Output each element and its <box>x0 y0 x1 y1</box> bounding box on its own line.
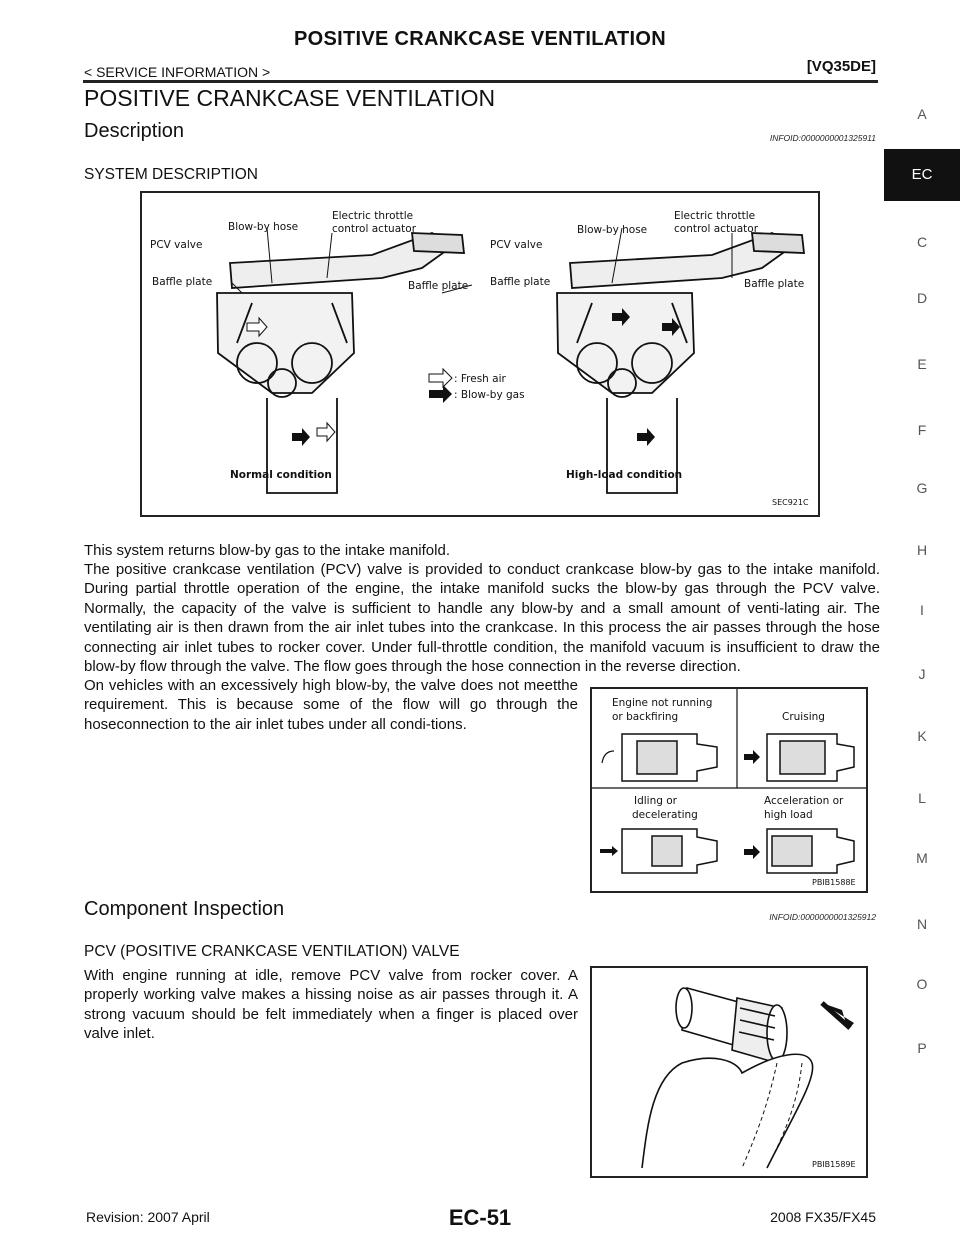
label-decelerating: decelerating <box>632 809 698 821</box>
caption-normal-condition: Normal condition <box>230 469 332 481</box>
sidebar-item-h[interactable]: H <box>916 542 928 558</box>
sidebar-item-d[interactable]: D <box>916 290 928 306</box>
figure-code: PBIB1588E <box>812 878 856 887</box>
subheading-system-description: SYSTEM DESCRIPTION <box>84 166 258 183</box>
label-baffle-plate: Baffle plate <box>152 276 213 288</box>
paragraph-high-blowby: On vehicles with an excessively high blow-by, the valve does not meetthe requirement. This is because some of the flow will go through the hoseconnection to the air inlet tubes under all condi-tions. <box>84 677 578 733</box>
figure-pcv-system <box>140 191 820 517</box>
label-pcv-valve: PCV valve <box>150 239 203 251</box>
subheading-pcv-valve: PCV (POSITIVE CRANKCASE VENTILATION) VALVE <box>84 943 460 960</box>
figure1-legend <box>429 369 525 403</box>
sidebar-item-o[interactable]: O <box>916 976 928 992</box>
figure-pcv-valve-states <box>590 687 868 893</box>
document-title: POSITIVE CRANKCASE VENTILATION <box>294 28 666 50</box>
caption-high-load-condition: High-load condition <box>566 469 683 481</box>
paragraph-intro: This system returns blow-by gas to the intake manifold. <box>84 542 450 559</box>
header-rule <box>83 80 878 83</box>
fresh-air-arrow-icon <box>429 369 452 387</box>
blowby-gas-arrow-icon <box>429 385 452 403</box>
sidebar-item-a[interactable]: A <box>917 106 927 122</box>
section-heading-component-inspection: Component Inspection <box>84 898 285 920</box>
legend-fresh-air: : Fresh air <box>454 373 506 385</box>
label-idling: Idling or <box>634 795 677 807</box>
sidebar-item-e[interactable]: E <box>917 356 927 372</box>
info-id: INFOID:0000000001325911 <box>769 133 876 143</box>
label-control-actuator: control actuator <box>332 223 417 235</box>
sidebar-item-l[interactable]: L <box>918 790 926 806</box>
paragraph-system-operation: The positive crankcase ventilation (PCV) valve is provided to conduct crankcase blow-by gas to the intake manifold. During partial throttle operation of the engine, the intake manifold sucks the blow-by gas through the PCV valve. Normally, the capacity of the valve is sufficient to handle any blow-by and a small amount of venti-lating air. The ventilating air is then drawn from the air inlet tubes into the crankcase. In this process the air passes through the hose connecting air inlet tubes to rocker cover. Under full-throttle condition, the manifold vacuum is insufficient to draw the blow-by flow through the valve. The flow goes through the hose connection in the reverse direction. <box>84 561 880 676</box>
legend-blowby-gas: : Blow-by gas <box>454 389 525 401</box>
label-high-load: high load <box>764 809 813 821</box>
label-engine-not-running: Engine not running <box>612 697 713 709</box>
sidebar-item-m[interactable]: M <box>916 850 928 866</box>
sidebar-item-f[interactable]: F <box>917 422 927 438</box>
label-or-backfiring: or backfiring <box>612 711 679 723</box>
pcv-system-diagram <box>142 193 818 515</box>
section-heading-description: Description <box>84 120 185 142</box>
label-control-actuator: control actuator <box>674 223 759 235</box>
footer-revision: Revision: 2007 April <box>86 1209 210 1225</box>
label-electric-throttle: Electric throttle <box>332 210 414 222</box>
engine-left-drawing <box>217 233 464 493</box>
sidebar-item-c[interactable]: C <box>916 234 928 250</box>
label-baffle-plate: Baffle plate <box>490 276 551 288</box>
figure-code: PBIB1589E <box>812 1160 856 1169</box>
engine-right-drawing <box>557 233 804 493</box>
label-pcv-valve: PCV valve <box>490 239 543 251</box>
label-acceleration: Acceleration or <box>764 795 844 807</box>
sidebar-item-n[interactable]: N <box>916 916 928 932</box>
sidebar-item-i[interactable]: I <box>920 602 924 618</box>
label-cruising: Cruising <box>782 711 825 723</box>
page-heading: POSITIVE CRANKCASE VENTILATION <box>84 85 496 111</box>
sidebar-item-g[interactable]: G <box>916 480 928 496</box>
sidebar-item-k[interactable]: K <box>917 728 927 744</box>
pcv-valve-states-diagram <box>592 689 866 891</box>
hand-drawing <box>642 1054 813 1168</box>
engine-model: [VQ35DE] <box>806 58 876 75</box>
label-blowby-hose: Blow-by hose <box>228 221 299 233</box>
sidebar-item-p[interactable]: P <box>917 1040 927 1056</box>
page-number: EC-51 <box>448 1205 512 1230</box>
label-baffle-plate: Baffle plate <box>408 280 469 292</box>
breadcrumb[interactable]: < SERVICE INFORMATION > <box>84 64 271 80</box>
label-blowby-hose: Blow-by hose <box>577 224 648 236</box>
label-electric-throttle: Electric throttle <box>674 210 756 222</box>
pcv-valve-test-drawing <box>592 968 866 1176</box>
sidebar-item-j[interactable]: J <box>918 666 926 682</box>
info-id: INFOID:0000000001325912 <box>769 912 876 922</box>
label-baffle-plate: Baffle plate <box>744 278 805 290</box>
figure-code: SEC921C <box>772 498 809 507</box>
paragraph-inspection: With engine running at idle, remove PCV valve from rocker cover. A properly working valve makes a hissing noise as air passes through it. A strong vacuum should be felt immediately when a finger is placed over valve inlet. <box>84 967 578 1043</box>
figure-pcv-valve-test <box>590 966 868 1178</box>
footer-model: 2008 FX35/FX45 <box>770 1209 876 1225</box>
sidebar-item-ec-active[interactable]: EC <box>884 149 960 201</box>
